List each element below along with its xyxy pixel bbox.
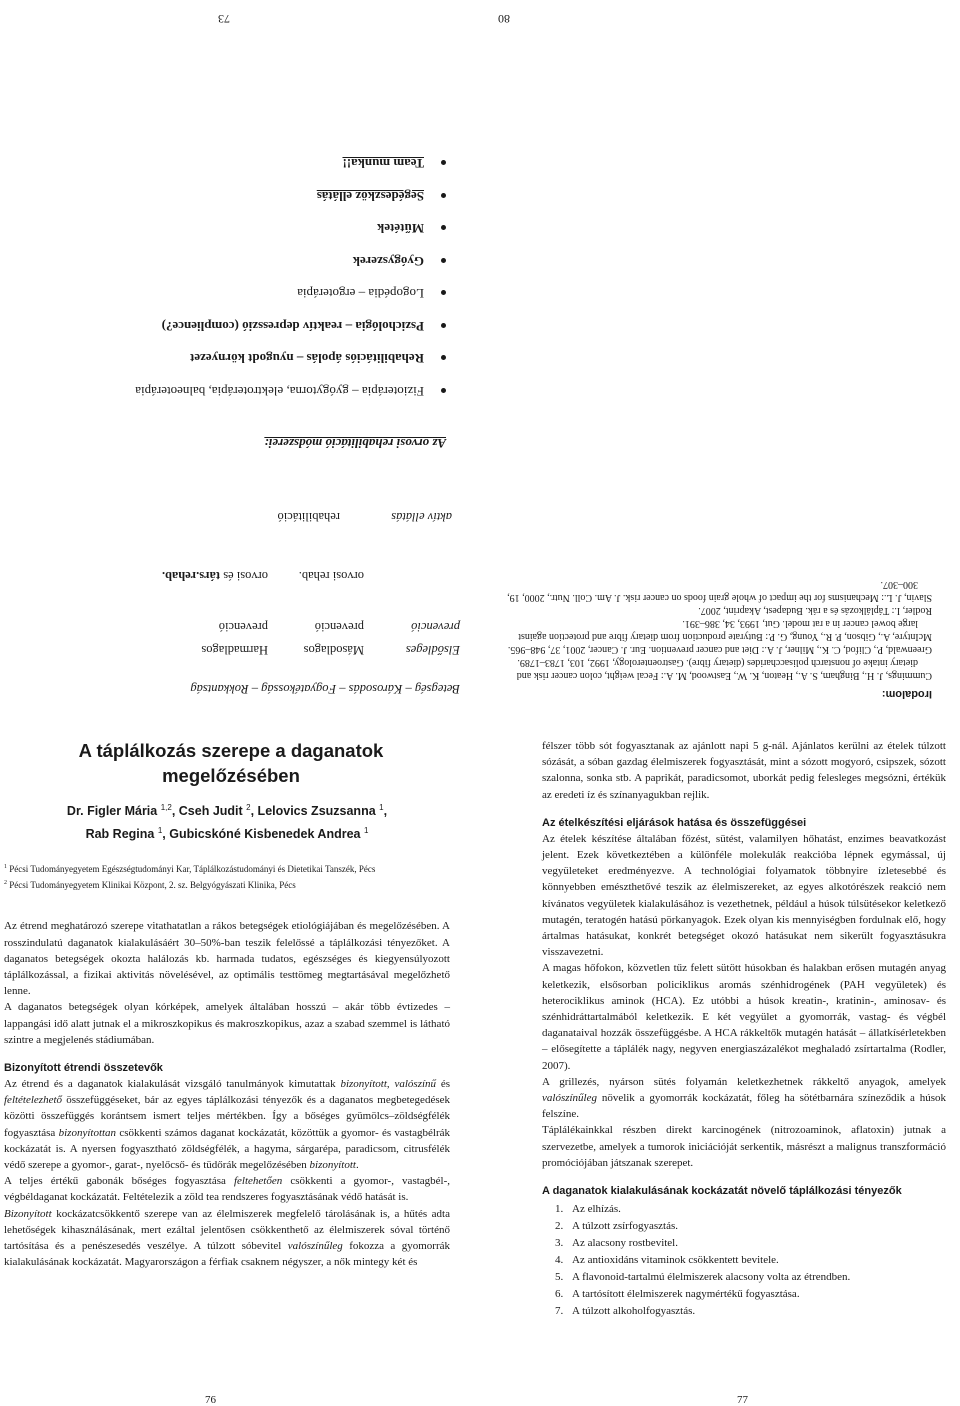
risk-factor: 3. Az alacsony rostbevitel. (566, 1235, 946, 1252)
author-sup: 1,2 (160, 803, 172, 812)
body-paragraph: Táplálékainkkal részben direkt karcinogének (nitrozoaminok, aflatoxin) jutnak a szervezetbe, amelyek a tumorok iniciációját serkentik, másrészt a malignus transzformáció promóciójában játszanak szerepet. (542, 1124, 946, 1169)
author: Rab Regina (85, 827, 158, 842)
text: fokozza a gyomorrák kialakulásának kockázatát. Magyarországon a férfiak csaknem négyszer, a nők mintegy két és (4, 1239, 450, 1269)
author: Dr. Figler Mária (66, 804, 161, 819)
text-italic: feltételezhető (4, 1094, 63, 1107)
text: A grillezés, nyárson sütés folyamán keletkezhetnek rákkeltő anyagok, amelyek (542, 1075, 946, 1088)
prevention-word: prevenció (411, 620, 460, 634)
affiliation-text: Pécsi Tudományegyetem Klinikai Központ, 2. sz. Belgyógyászati Klinika, Pécs (9, 880, 296, 891)
text-italic: Bizonyított (4, 1207, 52, 1220)
authors (4, 798, 450, 844)
page-number: 77 (737, 1394, 748, 1406)
active-care-row (40, 509, 460, 524)
method-item: Fizioterápia – gyógytorna, elektroterápia, balneoterápia (40, 383, 446, 399)
literature-item: Greenwald, P., Clifod, C. K., Milner, J. A.: Diet and cancer prevention. Eur. J. Cancer, 2001, 37, 948–965. (507, 644, 932, 655)
affiliation (4, 860, 450, 876)
method-item: Team munka!! (40, 156, 446, 172)
text-italic: valószínű (394, 1077, 437, 1090)
page-number: 76 (205, 1394, 216, 1406)
text: összefüggéseket, bár az egyes táplálkozási tényezők és a daganatos megbetegedések közötti összefüggés korántsem ismert teljes mértékben. Így a bőséges gyümölcs–zöldségfélék fogyasztása (4, 1094, 450, 1139)
text: csökkenti a gyomor-, vastagbél-, végbéldaganat kockázatát. Feltételezik a zöld tea rendszeres fogyasztásának védő hatását is. (4, 1175, 451, 1204)
text: . (355, 1158, 359, 1171)
prevention-row (40, 619, 460, 634)
secondary-level: Másodlagos (303, 643, 364, 657)
author-sup: 2 (246, 803, 251, 812)
author: , Gubicskóné Kisbenedek Andrea (162, 827, 364, 842)
intro-paragraph: A daganatos betegségek olyan kórképek, amelyek általában hosszú – akár több évtizedes – lappangási idő alatt jutnak el a mikroszkopikus és makroszkopikus, azaz a szabad szemmel is látható szintre a megjelenés stádiumában. (4, 1001, 450, 1046)
article-title: A táplálkozás szerepe a daganatok megelőzésében (78, 740, 384, 786)
risk-factor: 1. Az elhízás. (566, 1201, 946, 1218)
text-italic: valószínűleg (287, 1239, 343, 1252)
body-paragraph: félszer több sót fogyasztanak az ajánlott napi 5 g-nál. Ajánlatos kerülni az ételek túlzott sózását, a sóban gazdag élelmiszerek fogyasztását, mint a sózott mogyoró, csipszek, sózott szalonna, sonka stb. A paprikát, paradicsomot, uborkát pedig felesleges megsózni, értékük az eredeti íz és színanyagukban rejlik. (542, 740, 946, 801)
text: és (436, 1077, 450, 1090)
text: növelik a gyomorrák kockázatát, főleg ha sötétbarnára színeződik a húsok felszíne. (542, 1092, 946, 1121)
literature-item: Slavin, J. L.: Mechanisms for the impact of whole grain foods on cancer risk. J. Am. Coll. Nutr., 2000, 19, 300–307. (507, 579, 932, 603)
risk-factor: 7. A túlzott alkoholfogyasztás. (566, 1303, 946, 1320)
author-sup: 1 (379, 803, 384, 812)
risk-factor: 5. A flavonoid-tartalmú élelmiszerek alacsony volta az étrendben. (566, 1269, 946, 1286)
risk-factor: 4. Az antioxidáns vitaminok csökkentett bevitele. (566, 1252, 946, 1269)
text-italic: bizonyítottan (58, 1126, 117, 1139)
page-number: 73 (218, 12, 230, 26)
methods-title: Az orvosi rehabilitáció módszerei: (264, 436, 446, 451)
author-sup: 1 (363, 826, 369, 836)
risk-factor-list (542, 1201, 946, 1320)
page-number: 80 (498, 12, 510, 26)
care-right-bold: társ.rehab. (161, 569, 221, 583)
risk-factor: 2. A túlzott zsírfogyasztás. (566, 1218, 946, 1235)
body-paragraph (4, 1173, 450, 1205)
disability-stages: Betegség – Károsodás – Fogyatékosság – Rokkantság (190, 682, 460, 696)
text-italic: bizonyított (309, 1158, 356, 1171)
prevention-levels-row (40, 642, 460, 657)
method-item: Logopédia – ergoterápia (40, 286, 446, 302)
text: , (386, 1077, 395, 1090)
method-item: Segédeszköz ellátás (40, 188, 446, 204)
affiliation-sup: 1 (4, 864, 7, 871)
text: Az étrend és a daganatok kialakulását vizsgáló tanulmányok kimutattak (4, 1077, 341, 1090)
method-item: Pszichológia – reaktív depresszió (complience?) (40, 318, 446, 334)
method-item: Gyógyszerek (40, 253, 446, 269)
prevention-word: prevenció (314, 620, 364, 634)
author-sup: 1 (157, 826, 163, 836)
intro-paragraph: Az étrend meghatározó szerepe vitathatatlan a rákos betegségek etiológiájában és megelőzésében. A rosszindulatú daganatok kialakulásáért 30–50%-ban teszik felelőssé a táplálkozási tényezőket. A daganatos betegségek okozta halálozás kb. harmada tudatos, egészséges és kiegyensúlyozott táplálkozással, a fizikai aktivitás növelésével, az optimális testtömeg megtartásával megelőzhető lenne. (4, 920, 450, 998)
text-italic: bizonyított (340, 1077, 387, 1090)
body-paragraph: A magas hőfokon, közvetlen tűz felett sütött húsokban és halakban erősen mutagén anyag keletkezik, elsősorban policiklikus aromás szénhidrogének (PAH vegyületek) és heterociklikus aminok (HCA). Ez utóbbi a húsok kreatin-, kratinin-, aminosav- és szénhidráttartalmából keletkezik. E két vegyület a gyomorrák, vastag- és végbél daganataival hozzák összefüggésbe. A HCA rákkeltők mutagén hatását – állatkísérletekben – elősegítette a táplálék nagy, negyven energiaszázalékot meghaladó zsírtartalma (Rodler, 2007). (542, 962, 946, 1072)
affiliation-sup: 2 (4, 880, 7, 887)
author: , Lelovics Zsuzsanna (250, 804, 380, 819)
section-heading: Bizonyított étrendi összetevők (4, 1061, 163, 1074)
body-paragraph (542, 1074, 946, 1123)
body-paragraph (4, 1076, 450, 1173)
rehabilitation: rehabilitáció (277, 510, 340, 524)
care-right: orvosi és (223, 569, 268, 583)
affiliation (4, 876, 450, 892)
author: , Cseh Judit (171, 804, 247, 819)
page-73 (0, 0, 480, 720)
text: kockázatcsökkentő szerepe van az élelmiszerek megfelelő tárolásának is, a hűtés adta lehetőségek kihasználásának, mert ezáltal jelentősen csökkenthető az élelmiszerek sóval történő tartósítása és a penészesedés veszélye. A túlzott sóbevitel (4, 1207, 450, 1252)
page-76 (0, 738, 480, 1406)
text-italic: valószínűleg (542, 1092, 597, 1105)
section-heading: Az ételkészítési eljárások hatása és összefüggései (542, 816, 807, 829)
risk-factor: 6. A tartósított élelmiszerek nagymértékű fogyasztása. (566, 1286, 946, 1303)
literature-item: Cummings, J. H., Bingham, S. A., Heaton, K. W., Eastwood, M. A.: Fecal weight, colon cancer risk and dietary intake of nonstarch polisaccharides (dietary fibre). Gastroenterology, 1992, 103, 1783–1789. (516, 657, 932, 681)
affiliation-text: Pécsi Tudományegyetem Egészségtudományi Kar, Táplálkozástudományi és Dietetikai Tanszék, Pécs (9, 864, 376, 875)
body-paragraph (4, 1206, 450, 1271)
text: csökkenti számos daganat kockázatát, közöttük a gyomor- és vastagbélrák kockázatát is. A nyersen fogyasztható zöldségfélék, a hagyma, sárgarépa, paradicsom, citrusfélék védő szerepe a gyomor-, garat-, nyelőcső- és tüdőrák megelőzésében (4, 1126, 450, 1171)
text: A teljes értékű gabonák bőséges fogyasztása (4, 1175, 234, 1188)
page-77 (480, 738, 960, 1406)
active-care: aktív ellátás (391, 510, 452, 524)
prevention-word: prevenció (218, 620, 268, 634)
tertiary-level: Harmadlagos (201, 643, 268, 657)
primary-level: Elsődleges (405, 643, 460, 657)
author-sep: , (383, 804, 388, 819)
literature-item: Rodler, I.: Táplálkozás és a rák. Budapest, Akaprint, 2007. (698, 605, 932, 616)
text-italic: feltehetően (233, 1175, 283, 1188)
page-80 (480, 0, 960, 720)
literature-title: Irodalom: (881, 688, 932, 700)
method-item: Műtétek (40, 221, 446, 237)
methods-list (40, 156, 460, 400)
care-row (40, 568, 460, 583)
method-item: Rehabilitációs ápolás – nyugodt környezet (40, 351, 446, 367)
literature-item: McIntyre, A., Gibson, P. R., Young, G. P.: Butyrate production from dietary fibre and protection against large bowel cancer in a rat model. Gut, 1993, 34, 386–391. (518, 618, 932, 642)
care-left: orvosi rehab. (298, 569, 364, 583)
section-heading: A daganatok kialakulásának kockázatát növelő táplálkozási tényezők (542, 1185, 902, 1198)
body-paragraph: Az ételek készítése általában főzést, sütést, valamilyen hőhatást, enzimes beavatkozást jelent. Ezek következtében a különféle molekulák reakcióba lépnek egymással, új vegyületeket eredményezve. A technológiai folyamatok többnyire ízletesebbé és könnyebben emészthetővé teszik az élelmiszereket, az egyes alkotórészek reakció nem kívánatos vegyületek kialakulásához is vezethetnek, például a húsok túlsütésekor keletkező mutagén, teratogén hatású pörkanyagok. Ezek olyan kis mennyiségben fordulnak elő, hogy ártalmas hatásukat, konkrét betegséget okozó hatásukat nem sikerült fogyasztásukra visszavezetni. (542, 832, 946, 959)
